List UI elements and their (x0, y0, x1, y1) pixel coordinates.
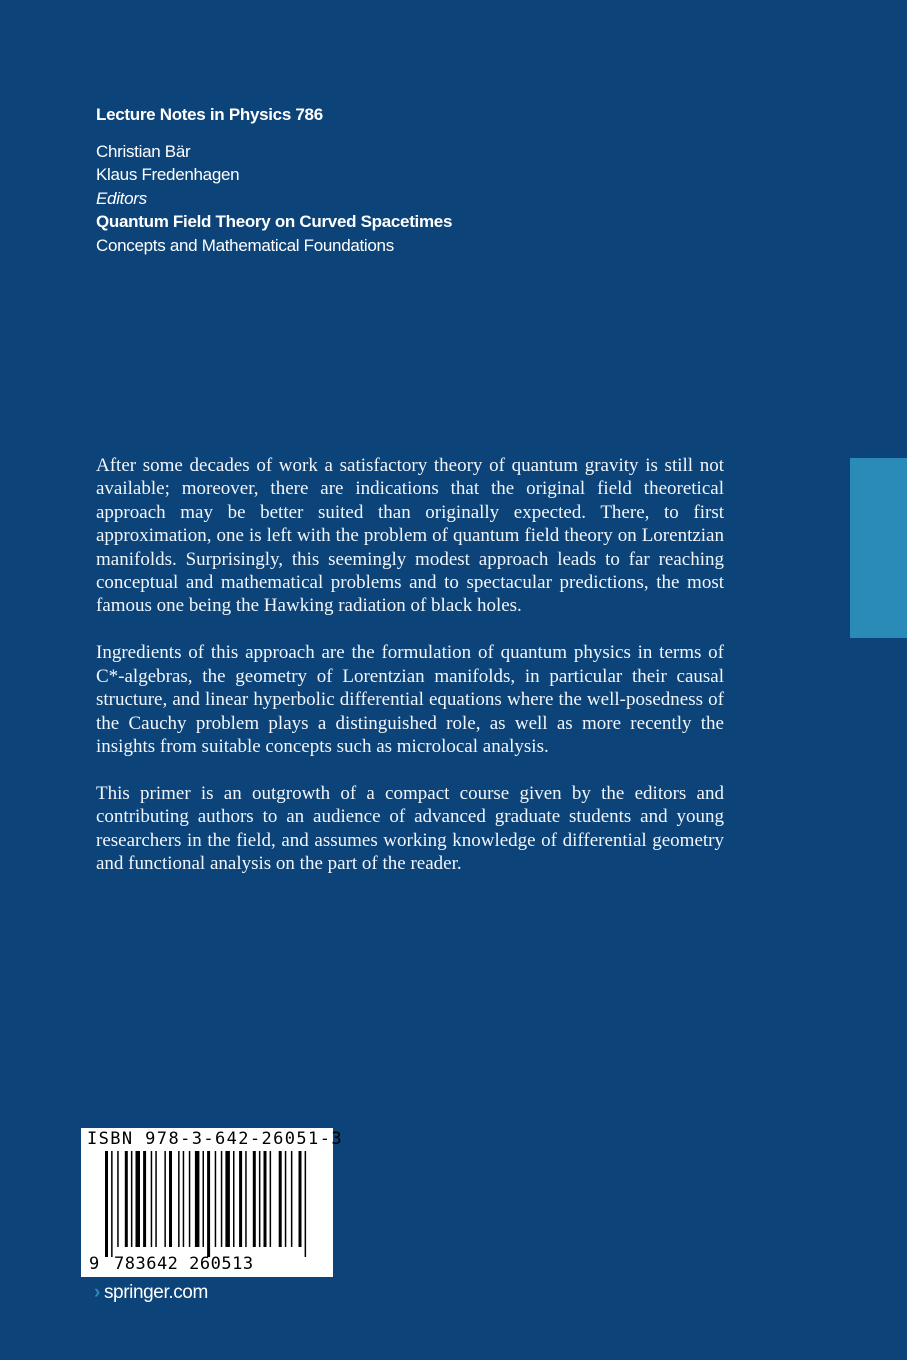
barcode-bar (189, 1151, 191, 1247)
barcode-bar (279, 1151, 282, 1247)
book-subtitle: Concepts and Mathematical Foundations (96, 235, 394, 255)
barcode-bar (183, 1151, 185, 1247)
barcode-bar (305, 1151, 307, 1257)
barcode-bar (207, 1151, 210, 1257)
barcode-bar (291, 1151, 293, 1247)
barcode-bar (253, 1151, 256, 1247)
barcode-bar (105, 1151, 108, 1257)
barcode-bar (299, 1151, 302, 1247)
barcode-bar (195, 1151, 200, 1247)
chevron-right-icon: › (94, 1282, 100, 1303)
blurb-paragraph-1: After some decades of work a satisfactory theory of quantum gravity is still not available; moreover, there are indications that the original field theoretical approach may be better suited than originally expected. There, to first approximation, one is left with the problem of quantum field theory on Lorentzian manifolds. Surprisingly, this seemingly modest approach leads to far reaching conceptual and mathematical problems and to spectacular predictions, the most famous one being the Hawking radiation of black holes. (96, 455, 724, 617)
side-accent-tab (850, 458, 907, 638)
barcode-bar (215, 1151, 217, 1247)
editor-name-1: Christian Bär (96, 141, 191, 161)
barcode-bar (178, 1151, 180, 1247)
publisher-link[interactable] (94, 1282, 208, 1304)
ean-lead-digit: 9 (89, 1254, 100, 1274)
series-title: Lecture Notes in Physics 786 (96, 105, 323, 124)
barcode-bar (143, 1151, 146, 1247)
barcode-bar (239, 1151, 242, 1247)
ean-digits: 783642 260513 (114, 1254, 254, 1274)
isbn-label: ISBN 978-3-642-26051-3 (87, 1129, 343, 1149)
barcode-bar (155, 1151, 157, 1247)
barcode-bar (164, 1151, 166, 1247)
barcode-bar (136, 1151, 141, 1247)
editors-label: Editors (96, 188, 147, 208)
barcode-bar (259, 1151, 261, 1247)
blurb-text (96, 454, 724, 899)
publisher-website: springer.com (103, 1282, 208, 1303)
header-block (96, 103, 696, 257)
barcode-bar (270, 1151, 272, 1247)
barcode-bar (245, 1151, 247, 1247)
barcode-bar (111, 1151, 113, 1257)
barcode-bar (125, 1151, 128, 1247)
barcode-bar (151, 1151, 153, 1247)
blurb-paragraph-3: This primer is an outgrowth of a compact course given by the editors and contributing authors to an audience of advanced graduate students and young researchers in the field, and assumes working knowledge of differential geometry and functional analysis on the part of the reader. (96, 782, 724, 875)
barcode-bar (285, 1151, 287, 1247)
barcode-image (105, 1151, 313, 1263)
barcode-bar (169, 1151, 172, 1247)
editor-name-2: Klaus Fredenhagen (96, 165, 240, 184)
barcode-bar (221, 1151, 223, 1247)
barcode-bar (203, 1151, 205, 1247)
book-title: Quantum Field Theory on Curved Spacetimes (96, 212, 453, 231)
barcode-bar (264, 1151, 267, 1247)
barcode-bar (131, 1151, 133, 1247)
barcode-bar (233, 1151, 235, 1247)
isbn-barcode-box (81, 1128, 343, 1277)
blurb-paragraph-2: Ingredients of this approach are the formulation of quantum physics in terms of C*-algebras, the geometry of Lorentzian manifolds, in particular their causal structure, and linear hyperbolic differential equations where the well-posedness of the Cauchy problem plays a distinguished role, as well as more recently the insights from suitable concepts such as microlocal analysis. (96, 642, 724, 757)
barcode-bar (117, 1151, 119, 1247)
barcode-bar (225, 1151, 230, 1247)
